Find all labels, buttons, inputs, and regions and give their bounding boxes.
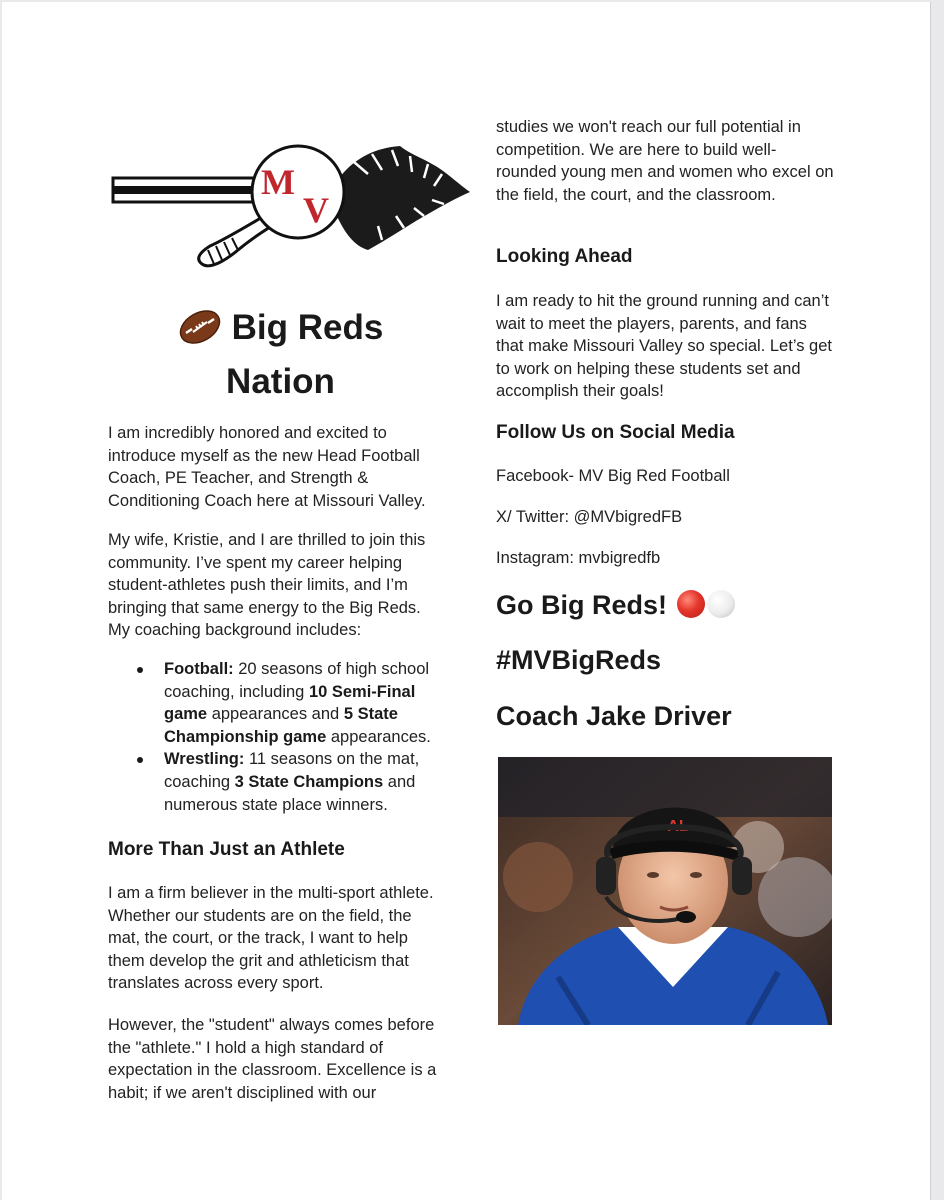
athlete-paragraph-1: I am a firm believer in the multi-sport athlete. Whether our students are on the field, the mat, the court, or the track, I want to help them develop the grit and athleticism that translates across every sport. <box>108 884 434 993</box>
athlete-paragraph-3: studies we won't reach our full potential in competition. We are here to build well-rounded young men and women who excel on the field, the court, and the classroom. <box>496 118 834 204</box>
go-big-reds-line: Go Big Reds! <box>496 588 735 622</box>
svg-text:M: M <box>261 162 295 202</box>
twitter-link[interactable]: X/ Twitter: @MVbigredFB <box>496 508 683 526</box>
title-line-1: Big Reds <box>231 308 384 347</box>
red-circle-icon <box>677 590 705 618</box>
title-line-2: Nation <box>226 362 335 401</box>
looking-ahead-paragraph: I am ready to hit the ground running and can’t wait to meet the players, parents, and fans that make Missouri Valley so special. Let’s get to work on helping these students set and accomplish their goals! <box>496 292 832 401</box>
facebook-link[interactable]: Facebook- MV Big Red Football <box>496 467 730 485</box>
football-icon <box>178 309 222 358</box>
list-item: Football: 20 seasons of high school coaching, including 10 Semi-Final game appearances and 5 State Championship game appearances. <box>137 658 447 748</box>
white-circle-icon <box>707 590 735 618</box>
svg-text:V: V <box>303 190 329 230</box>
instagram-link[interactable]: Instagram: mvbigredfb <box>496 549 661 567</box>
list-item: Wrestling: 11 seasons on the mat, coaching 3 State Champions and numerous state place winners. <box>137 748 447 816</box>
coach-signature: Coach Jake Driver <box>496 701 732 731</box>
social-heading: Follow Us on Social Media <box>496 422 735 443</box>
bullet-icon <box>137 757 143 763</box>
intro-paragraph: I am incredibly honored and excited to introduce myself as the new Head Football Coach, PE Teacher, and Strength & Conditioning Coach here at Missouri Valley. <box>108 424 426 510</box>
coach-photo <box>498 757 832 1025</box>
arrowhead-mv-logo-icon <box>110 142 472 270</box>
newsletter-page <box>2 2 931 1200</box>
svg-text:AL: AL <box>667 818 689 835</box>
athlete-heading: More Than Just an Athlete <box>108 839 345 860</box>
coaching-background-list <box>137 658 447 816</box>
hashtag: #MVBigReds <box>496 645 662 675</box>
looking-ahead-heading: Looking Ahead <box>496 246 633 267</box>
page-title <box>108 304 453 406</box>
family-paragraph: My wife, Kristie, and I are thrilled to join this community. I’ve spent my career helping student-athletes push their limits, and I’m bringing that same energy to the Big Reds. My coaching background includes: <box>108 531 426 640</box>
bullet-icon <box>137 667 143 673</box>
athlete-paragraph-2: However, the "student" always comes before the "athlete." I hold a high standard of expectation in the classroom. Excellence is a habit; if we aren't disciplined with our <box>108 1016 437 1102</box>
